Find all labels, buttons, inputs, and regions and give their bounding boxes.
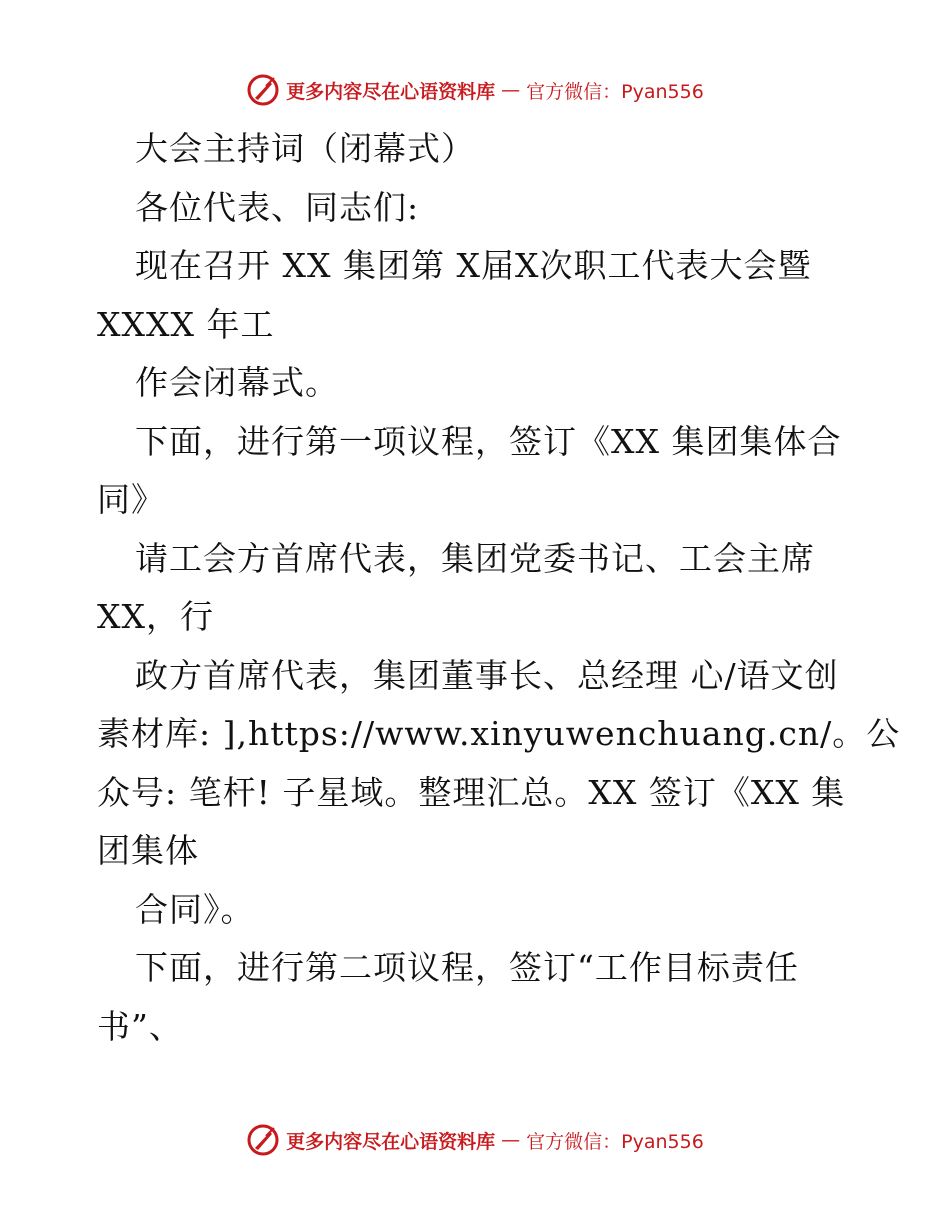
- doc-line: 素材库: ],https://www.xinyuwenchuang.cn/。公: [97, 714, 901, 753]
- document-body: [97, 120, 901, 1056]
- doc-line: XXXX 年工: [97, 304, 275, 344]
- header-brand-text: 更多内容尽在心语资料库: [286, 80, 496, 103]
- doc-line: 现在召开 XX 集团第 X届X次职工代表大会暨: [135, 246, 812, 285]
- doc-line: 作会闭幕式。: [135, 363, 339, 402]
- footer-separator: —: [501, 1129, 521, 1151]
- doc-line: 下面，进行第一项议程，签订《XX 集团集体合: [135, 421, 842, 461]
- doc-line: 同》: [97, 480, 165, 519]
- header-contact-text: 官方微信：Pyan556: [526, 80, 704, 103]
- doc-line: 书”、: [97, 1006, 183, 1046]
- header-separator: —: [501, 79, 521, 101]
- footer-brand-text: 更多内容尽在心语资料库: [286, 1130, 496, 1153]
- doc-line: 请工会方首席代表，集团党委书记、工会主席: [135, 538, 815, 578]
- doc-line: XX，行: [97, 597, 214, 636]
- doc-salutation: 各位代表、同志们:: [135, 187, 420, 227]
- doc-line: 团集体: [97, 831, 199, 870]
- footer-contact-text: 官方微信：Pyan556: [526, 1130, 704, 1153]
- doc-line: 合同》。: [135, 889, 255, 929]
- quill-logo-icon: [246, 1123, 280, 1157]
- doc-title: 大会主持词（闭幕式）: [135, 129, 475, 168]
- header-banner: [0, 70, 950, 110]
- doc-line: 下面，进行第二项议程，签订“工作目标责任: [135, 948, 799, 987]
- doc-line: 政方首席代表，集团董事长、总经理 心/语文创: [135, 655, 839, 695]
- quill-logo-icon: [246, 73, 280, 107]
- footer-banner: [0, 1120, 950, 1160]
- doc-line: 众号: 笔杆! 子星域。整理汇总。XX 签订《XX 集: [97, 772, 846, 812]
